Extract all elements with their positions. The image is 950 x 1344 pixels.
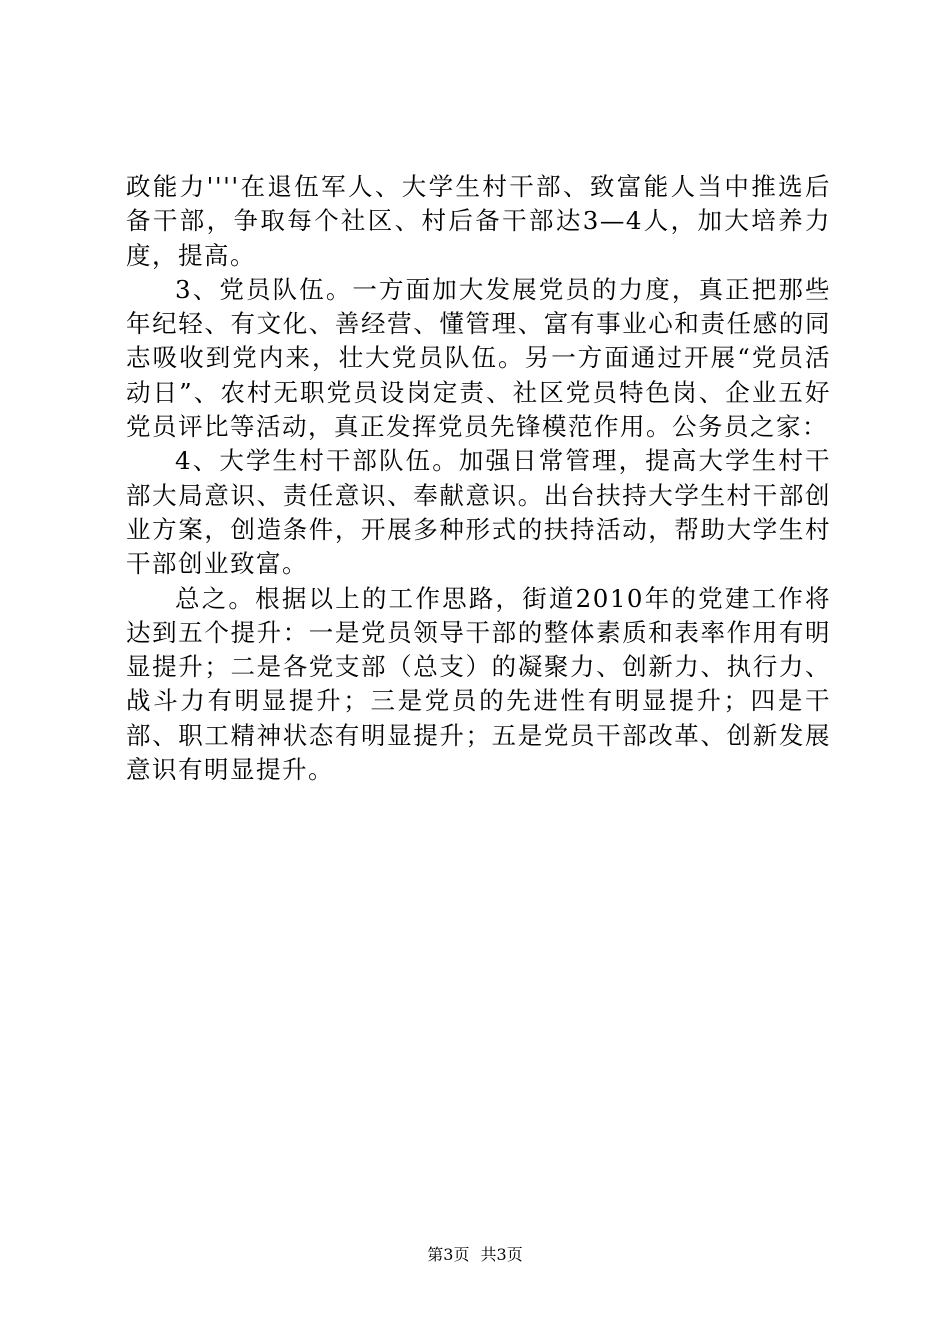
- page-total: 共3页: [480, 1245, 523, 1264]
- paragraph-party-members: 3、党员队伍。一方面加大发展党员的力度，真正把那些年纪轻、有文化、善经营、懂管理、富有事业心和责任感的同志吸收到党内来，壮大党员队伍。另一方面通过开展“党员活动日”、农村无职党员设岗定责、社区党员特色岗、企业五好党员评比等活动，真正发挥党员先锋模范作用。公务员之家：: [126, 274, 831, 442]
- page-footer: [0, 1244, 950, 1266]
- page-number: 第3页: [427, 1245, 470, 1264]
- paragraph-continuation: 政能力''''在退伍军人、大学生村干部、致富能人当中推选后备干部，争取每个社区、村后备干部达3—4人，加大培养力度，提高。: [126, 172, 831, 270]
- paragraph-village-cadres: 4、大学生村干部队伍。加强日常管理，提高大学生村干部大局意识、责任意识、奉献意识。出台扶持大学生村干部创业方案，创造条件，开展多种形式的扶持活动，帮助大学生村干部创业致富。: [126, 446, 831, 579]
- document-body: [126, 170, 831, 787]
- paragraph-summary: 总之。根据以上的工作思路，街道2010年的党建工作将达到五个提升：一是党员领导干部的整体素质和表率作用有明显提升；二是各党支部（总支）的凝聚力、创新力、执行力、战斗力有明显提升；三是党员的先进性有明显提升；四是干部、职工精神状态有明显提升；五是党员干部改革、创新发展意识有明显提升。: [126, 583, 831, 785]
